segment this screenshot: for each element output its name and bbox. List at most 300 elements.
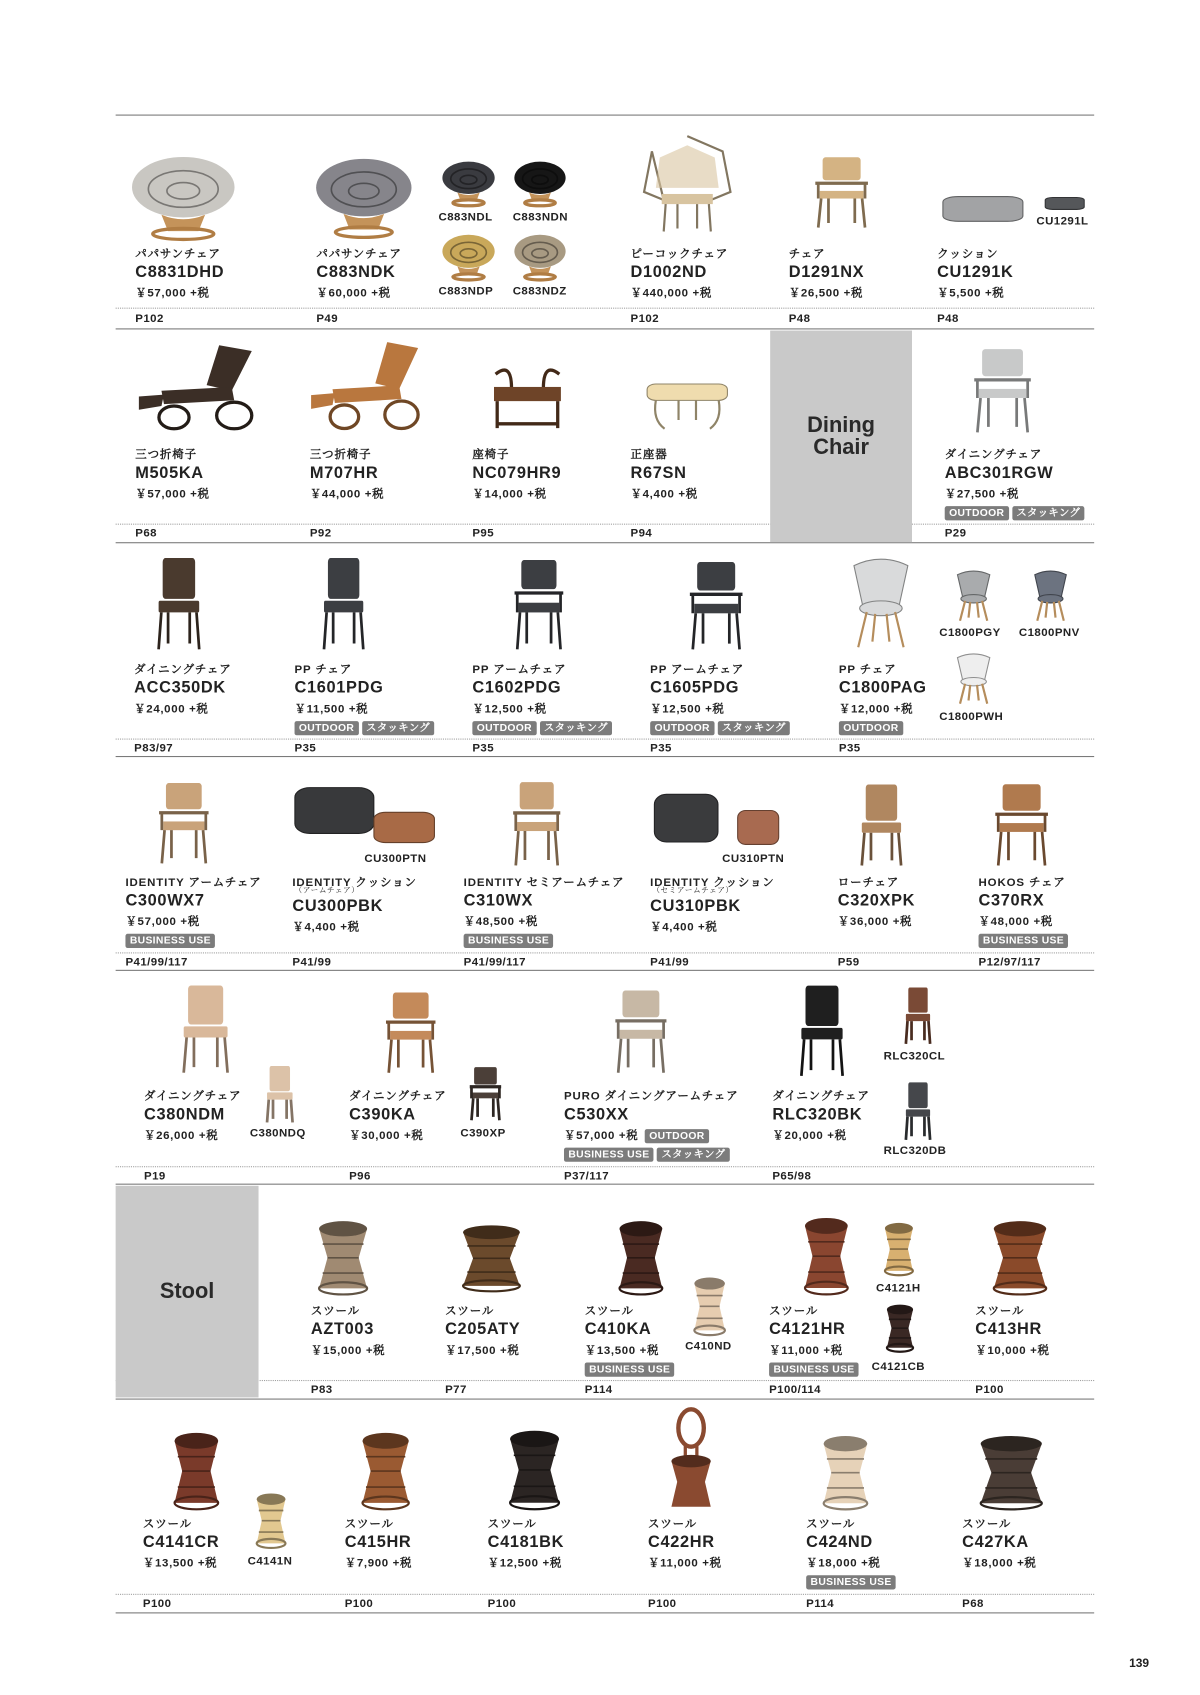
- product-type-label: PP アームチェア: [650, 663, 745, 677]
- stool-image: [313, 1220, 373, 1296]
- product-type-label: IDENTITY クッション: [292, 875, 417, 890]
- product-type-label: PP チェア: [838, 663, 897, 677]
- feature-badge: スタッキング: [362, 721, 435, 735]
- product-price: ￥60,000 +税: [316, 286, 391, 300]
- product-price-row: [125, 912, 261, 932]
- feature-badge: BUSINESS USE: [585, 1362, 675, 1376]
- product-type-label: スツール: [445, 1304, 495, 1318]
- catalog-page-ref: P83: [310, 1383, 333, 1397]
- product-price-row: [937, 284, 1013, 304]
- backed-stool-image: [662, 1407, 720, 1511]
- product-price: ￥57,000 +税: [563, 1129, 639, 1143]
- product-price: ￥48,000 +税: [978, 915, 1053, 929]
- product-code: C413HR: [975, 1319, 1042, 1339]
- product-price: ￥20,000 +税: [772, 1129, 847, 1143]
- product-price-row: [143, 1553, 219, 1573]
- feature-badge: OUTDOOR: [472, 721, 536, 735]
- product-item: [472, 662, 612, 736]
- product-price-row: [975, 1341, 1049, 1361]
- product-code: D1291NX: [788, 262, 865, 282]
- feature-badge: BUSINESS USE: [464, 933, 554, 947]
- product-type-label: チェア: [788, 247, 826, 261]
- product-price-row: [349, 1126, 446, 1146]
- row-dotted-rule: [116, 952, 1095, 953]
- armchair-image: [605, 985, 676, 1074]
- stool-image: [614, 1220, 667, 1296]
- product-price: ￥12,500 +税: [472, 702, 547, 716]
- catalog-page-ref: P35: [472, 741, 495, 755]
- armchair-image: [505, 554, 573, 651]
- product-item: [975, 1304, 1049, 1361]
- feature-badges: [979, 932, 1069, 949]
- product-item: [839, 662, 927, 736]
- product-type-label: スツール: [142, 1517, 192, 1531]
- armchair-image: [149, 778, 218, 865]
- product-item: [464, 875, 625, 949]
- catalog-page-ref: P95: [472, 526, 495, 540]
- feature-badges: [769, 1360, 859, 1377]
- stool-image: [169, 1431, 224, 1511]
- catalog-page-ref: P100: [487, 1597, 517, 1611]
- product-price: ￥7,900 +税: [344, 1556, 413, 1570]
- catalog-page-ref: P83/97: [134, 741, 174, 755]
- product-price-row: [564, 1126, 738, 1146]
- feature-badges: [125, 932, 261, 949]
- feature-badges: [564, 1145, 738, 1162]
- product-item: [143, 1516, 219, 1573]
- catalog-page-ref: P68: [135, 526, 157, 540]
- product-price-row: [650, 699, 790, 719]
- catalog-page-ref: P100: [647, 1597, 677, 1611]
- product-item: [631, 447, 698, 504]
- product-code: C424ND: [806, 1532, 873, 1552]
- product-item: [445, 1304, 520, 1361]
- product-item: [937, 247, 1013, 304]
- section-stool: [116, 1186, 259, 1398]
- feature-badges: [295, 719, 435, 736]
- armchair-image: [985, 779, 1058, 867]
- product-item: [345, 1516, 412, 1573]
- product-item: [806, 1516, 896, 1590]
- catalog-page-ref: P100: [142, 1597, 172, 1611]
- catalog-page-ref: P102: [135, 311, 164, 326]
- product-item: [979, 875, 1069, 949]
- catalog-page-ref: P48: [937, 311, 959, 326]
- catalog-page-ref: P41/99/117: [125, 955, 188, 969]
- catalog-page-ref: P29: [944, 526, 967, 540]
- page-number: 139: [1129, 1657, 1150, 1671]
- product-type-label: 正座器: [630, 448, 668, 462]
- feature-badge: OUTDOOR: [645, 1129, 709, 1143]
- product-price: ￥48,500 +税: [463, 915, 539, 929]
- product-code: ABC301RGW: [944, 463, 1054, 483]
- feature-badges: [650, 719, 790, 736]
- variant-code: C883NDP: [438, 284, 494, 298]
- product-item: [769, 1304, 859, 1378]
- catalog-page-ref: P49: [316, 311, 339, 326]
- product-item: [292, 875, 416, 937]
- product-type-label: 座椅子: [472, 448, 510, 462]
- product-code: C1800PAG: [838, 678, 927, 698]
- papasan-chair-image: [513, 158, 568, 207]
- catalog-page-ref: P100/114: [769, 1383, 822, 1397]
- feature-badge: BUSINESS USE: [564, 1147, 654, 1161]
- product-item: [144, 1089, 241, 1146]
- product-code: C300WX7: [125, 891, 205, 910]
- product-price-row: [631, 484, 698, 504]
- row-dotted-rule: [116, 308, 1095, 309]
- feature-badge: OUTDOOR: [295, 721, 359, 735]
- product-code: C427KA: [962, 1532, 1029, 1552]
- product-price: ￥11,000 +税: [769, 1343, 843, 1358]
- feature-badges: [464, 932, 625, 949]
- row-dotted-rule: [116, 1380, 1095, 1381]
- product-price-row: [134, 699, 231, 719]
- feature-badge: スタッキング: [1012, 506, 1085, 520]
- cushion-image: [652, 790, 720, 847]
- product-type-label: パパサンチェア: [135, 247, 221, 261]
- papasan-chair-image: [441, 158, 497, 207]
- product-price-row: [135, 284, 224, 304]
- product-price: ￥26,000 +税: [143, 1129, 219, 1143]
- product-item: [349, 1089, 446, 1146]
- variant-code: C883NDL: [438, 210, 493, 224]
- product-type-label: スツール: [975, 1304, 1025, 1318]
- catalog-page-ref: P35: [838, 741, 861, 755]
- product-type-label: パパサンチェア: [316, 247, 402, 261]
- armchair-image: [963, 344, 1042, 435]
- stool-image: [987, 1220, 1052, 1296]
- product-type-label: ローチェア: [837, 875, 900, 890]
- product-item: [311, 1304, 385, 1361]
- chair-image: [259, 1064, 302, 1124]
- stool-image: [818, 1435, 873, 1511]
- product-code: M505KA: [135, 463, 204, 483]
- product-price: ￥18,000 +税: [962, 1556, 1037, 1570]
- product-code: ACC350DK: [134, 678, 226, 698]
- catalog-page-ref: P94: [630, 526, 653, 540]
- product-code: C1601PDG: [294, 678, 384, 698]
- feature-badge: スタッキング: [657, 1147, 730, 1161]
- product-code: C320XPK: [837, 891, 916, 910]
- product-code: C410KA: [584, 1319, 652, 1339]
- variant-code: C380NDQ: [249, 1126, 306, 1140]
- variant-code: RLC320CL: [883, 1049, 946, 1063]
- product-type-label: PURO ダイニングアームチェア: [563, 1089, 739, 1103]
- product-type-label: スツール: [769, 1304, 819, 1318]
- product-price: ￥27,500 +税: [944, 487, 1020, 501]
- feature-badge: BUSINESS USE: [979, 933, 1069, 947]
- product-code: CU300PBK: [292, 896, 384, 916]
- product-price: ￥57,000 +税: [135, 286, 210, 300]
- cushion-image: [940, 194, 1025, 223]
- product-price-row: [789, 284, 865, 304]
- feature-badges: [585, 1360, 675, 1377]
- product-price-row: [838, 912, 915, 932]
- seiza-stool-image: [644, 376, 731, 431]
- product-code: R67SN: [630, 463, 687, 483]
- product-price-row: [295, 699, 435, 719]
- cushion-image: [292, 783, 376, 838]
- stool-image: [504, 1429, 565, 1511]
- variant-code: C1800PWH: [939, 710, 1004, 724]
- product-price-row: [472, 484, 561, 504]
- variant-code: CU1291L: [1036, 214, 1089, 228]
- row-rule: [116, 970, 1095, 971]
- papasan-chair-image: [129, 151, 238, 243]
- product-item: [962, 1516, 1036, 1573]
- chair-image: [311, 554, 376, 651]
- product-item: [650, 875, 774, 937]
- floor-chair-image: [488, 360, 568, 431]
- product-code: C415HR: [344, 1532, 412, 1552]
- catalog-page-ref: P100: [344, 1597, 374, 1611]
- variant-code: CU300PTN: [364, 851, 427, 866]
- feature-badge: BUSINESS USE: [806, 1575, 896, 1589]
- product-code: C390KA: [349, 1105, 416, 1124]
- product-code: C883NDK: [316, 262, 396, 282]
- peacock-chair-image: [638, 133, 736, 234]
- variant-code: C4121H: [875, 1281, 921, 1295]
- product-price: ￥57,000 +税: [125, 915, 200, 929]
- product-type-sublabel: （アームチェア）: [294, 886, 360, 895]
- stool-image: [973, 1435, 1049, 1511]
- catalog-page-ref: P114: [806, 1597, 835, 1611]
- catalog-page-ref: P59: [837, 955, 860, 969]
- product-price: ￥26,500 +税: [788, 286, 864, 300]
- product-type-label: IDENTITY クッション: [650, 875, 775, 890]
- armchair-image: [376, 987, 445, 1074]
- papasan-chair-image: [313, 153, 414, 240]
- product-price-row: [631, 284, 729, 304]
- catalog-page-ref: P19: [143, 1169, 166, 1183]
- product-price: ￥11,000 +税: [647, 1556, 722, 1570]
- catalog-page-ref: P35: [650, 741, 672, 755]
- product-code: C530XX: [563, 1105, 629, 1124]
- product-price-row: [585, 1341, 675, 1361]
- product-code: CU1291K: [937, 262, 1014, 282]
- product-price: ￥15,000 +税: [310, 1343, 386, 1358]
- feature-badge: BUSINESS USE: [769, 1362, 859, 1376]
- catalog-page-ref: P48: [788, 311, 811, 326]
- product-type-label: IDENTITY セミアームチェア: [463, 875, 625, 890]
- product-price: ￥24,000 +税: [134, 702, 209, 716]
- product-item: [316, 247, 401, 304]
- catalog-page-ref: P114: [584, 1383, 613, 1397]
- product-code: C310WX: [463, 891, 534, 910]
- product-price-row: [648, 1553, 722, 1573]
- product-price: ￥12,000 +税: [838, 702, 914, 716]
- product-item: [650, 662, 790, 736]
- product-price-row: [769, 1341, 859, 1361]
- catalog-page-ref: P35: [294, 741, 317, 755]
- product-item: [648, 1516, 722, 1573]
- catalog-page-ref: P41/99: [650, 955, 690, 969]
- armchair-image: [464, 1064, 508, 1122]
- product-item: [772, 1089, 869, 1146]
- product-type-label: IDENTITY アームチェア: [125, 875, 262, 890]
- product-type-label: スツール: [487, 1517, 537, 1531]
- product-price: ￥4,400 +税: [630, 487, 698, 501]
- armchair-image: [504, 777, 569, 868]
- variant-code: CU310PTN: [722, 851, 785, 866]
- product-code: C422HR: [647, 1532, 715, 1552]
- feature-badges: [806, 1573, 896, 1590]
- catalog-page-ref: P96: [349, 1169, 371, 1183]
- product-price-row: [464, 912, 625, 932]
- product-item: [295, 662, 435, 736]
- variant-code: C1800PGY: [939, 626, 1001, 640]
- product-price: ￥12,500 +税: [650, 702, 725, 716]
- product-item: [564, 1089, 738, 1163]
- row-rule: [116, 328, 1095, 329]
- chair-image: [849, 781, 914, 867]
- product-price-row: [839, 699, 927, 719]
- product-price-row: [979, 912, 1069, 932]
- product-code: NC079HR9: [472, 463, 562, 483]
- shell-chair-image: [952, 652, 995, 704]
- product-price: ￥18,000 +税: [806, 1556, 881, 1570]
- product-code: C1602PDG: [472, 678, 562, 698]
- shell-chair-image: [845, 556, 916, 649]
- product-type-label: ダイニングチェア: [944, 448, 1043, 462]
- product-price-row: [472, 699, 612, 719]
- product-type-sublabel: （セミアームチェア）: [652, 886, 734, 895]
- product-item: [125, 875, 261, 949]
- product-code: RLC320BK: [772, 1105, 863, 1124]
- product-price-row: [144, 1126, 241, 1146]
- product-type-label: スツール: [806, 1517, 856, 1531]
- chair-image: [898, 1080, 938, 1141]
- product-item: [789, 247, 865, 304]
- section-dining-chair-title: Dining Chair: [807, 413, 876, 460]
- product-item: [310, 447, 384, 504]
- product-price-row: [806, 1553, 896, 1573]
- product-code: AZT003: [310, 1319, 374, 1339]
- feature-badge: スタッキング: [540, 721, 613, 735]
- product-type-label: ダイニングチェア: [143, 1089, 242, 1103]
- product-type-label: スツール: [962, 1517, 1012, 1531]
- chair-image: [145, 554, 213, 651]
- product-item: [585, 1304, 675, 1378]
- product-type-label: PP アームチェア: [472, 663, 567, 677]
- product-price-row: [962, 1553, 1036, 1573]
- product-price-row: [135, 484, 209, 504]
- stool-image: [357, 1431, 415, 1511]
- product-price-row: [650, 917, 774, 937]
- variant-code: C4121CB: [871, 1360, 925, 1374]
- product-code: C1605PDG: [650, 678, 740, 698]
- product-price: ￥13,500 +税: [584, 1343, 660, 1358]
- cushion-image: [372, 809, 436, 845]
- product-price: ￥14,000 +税: [472, 487, 547, 501]
- product-price: ￥17,500 +税: [445, 1343, 520, 1358]
- product-type-label: ダイニングチェア: [772, 1089, 870, 1103]
- stool-image: [800, 1216, 853, 1296]
- product-price-row: [445, 1341, 520, 1361]
- lounger-image: [136, 341, 261, 436]
- product-type-label: ダイニングチェア: [134, 663, 232, 677]
- stool-image: [881, 1222, 916, 1277]
- catalog-page-ref: P41/99/117: [463, 955, 526, 969]
- product-price: ￥12,500 +税: [487, 1556, 563, 1570]
- chair-image: [898, 985, 938, 1045]
- product-price: ￥44,000 +税: [309, 487, 385, 501]
- cushion-image: [736, 807, 780, 847]
- product-price-row: [945, 484, 1085, 504]
- product-price: ￥11,500 +税: [294, 702, 369, 716]
- section-dining-chair: [770, 331, 912, 543]
- product-price: ￥36,000 +税: [837, 915, 913, 929]
- row-dotted-rule: [116, 739, 1095, 740]
- variant-code: C1800PNV: [1018, 626, 1080, 640]
- feature-badge: BUSINESS USE: [125, 933, 215, 947]
- product-code: M707HR: [309, 463, 379, 483]
- product-type-label: スツール: [310, 1304, 360, 1318]
- product-type-label: クッション: [937, 247, 999, 261]
- product-price-row: [772, 1126, 869, 1146]
- product-price-row: [316, 284, 401, 304]
- product-type-label: スツール: [584, 1304, 634, 1318]
- section-stool-title: Stool: [159, 1279, 215, 1304]
- variant-code: C883NDZ: [512, 284, 567, 298]
- product-price: ￥30,000 +税: [349, 1129, 424, 1143]
- chair-image: [169, 982, 242, 1075]
- row-dotted-rule: [116, 524, 1095, 525]
- product-price-row: [345, 1553, 412, 1573]
- product-item: [134, 662, 231, 719]
- product-price: ￥13,500 +税: [142, 1556, 218, 1570]
- product-type-label: スツール: [344, 1517, 394, 1531]
- product-type-label: ピーコックチェア: [630, 247, 729, 261]
- product-type-label: HOKOS チェア: [978, 875, 1066, 890]
- catalog-page-ref: P100: [975, 1383, 1004, 1397]
- product-price: ￥57,000 +税: [135, 487, 210, 501]
- catalog-page-ref: P77: [445, 1383, 467, 1397]
- feature-badges: [839, 719, 927, 736]
- top-rule: [116, 115, 1095, 116]
- variant-code: C390XP: [460, 1126, 506, 1140]
- product-type-label: ダイニングチェア: [349, 1089, 447, 1103]
- shell-chair-image: [952, 569, 995, 621]
- armchair-image: [805, 153, 878, 229]
- product-code: C205ATY: [445, 1319, 521, 1339]
- product-item: [631, 247, 729, 304]
- row-dotted-rule: [116, 1594, 1095, 1595]
- catalog-page-ref: P37/117: [563, 1169, 610, 1183]
- product-item: [135, 447, 209, 504]
- product-item: [135, 247, 224, 304]
- product-price-row: [488, 1553, 564, 1573]
- cushion-image: [1044, 196, 1085, 210]
- product-code: C380NDM: [143, 1105, 225, 1124]
- feature-badges: [945, 504, 1085, 521]
- product-code: D1002ND: [630, 262, 707, 282]
- product-code: C4141CR: [142, 1532, 220, 1552]
- row-rule: [116, 756, 1095, 757]
- row-rule: [116, 1399, 1095, 1400]
- product-price-row: [310, 484, 384, 504]
- feature-badge: スタッキング: [717, 721, 790, 735]
- product-type-label: 三つ折椅子: [309, 448, 372, 462]
- product-price-row: [292, 917, 416, 937]
- stool-image: [456, 1224, 527, 1293]
- catalog-page-ref: P41/99: [292, 955, 332, 969]
- catalog-page-ref: P12/97/117: [978, 955, 1041, 969]
- product-price: ￥4,400 +税: [292, 920, 360, 934]
- product-code: C8831DHD: [135, 262, 225, 282]
- variant-code: C410ND: [685, 1339, 732, 1353]
